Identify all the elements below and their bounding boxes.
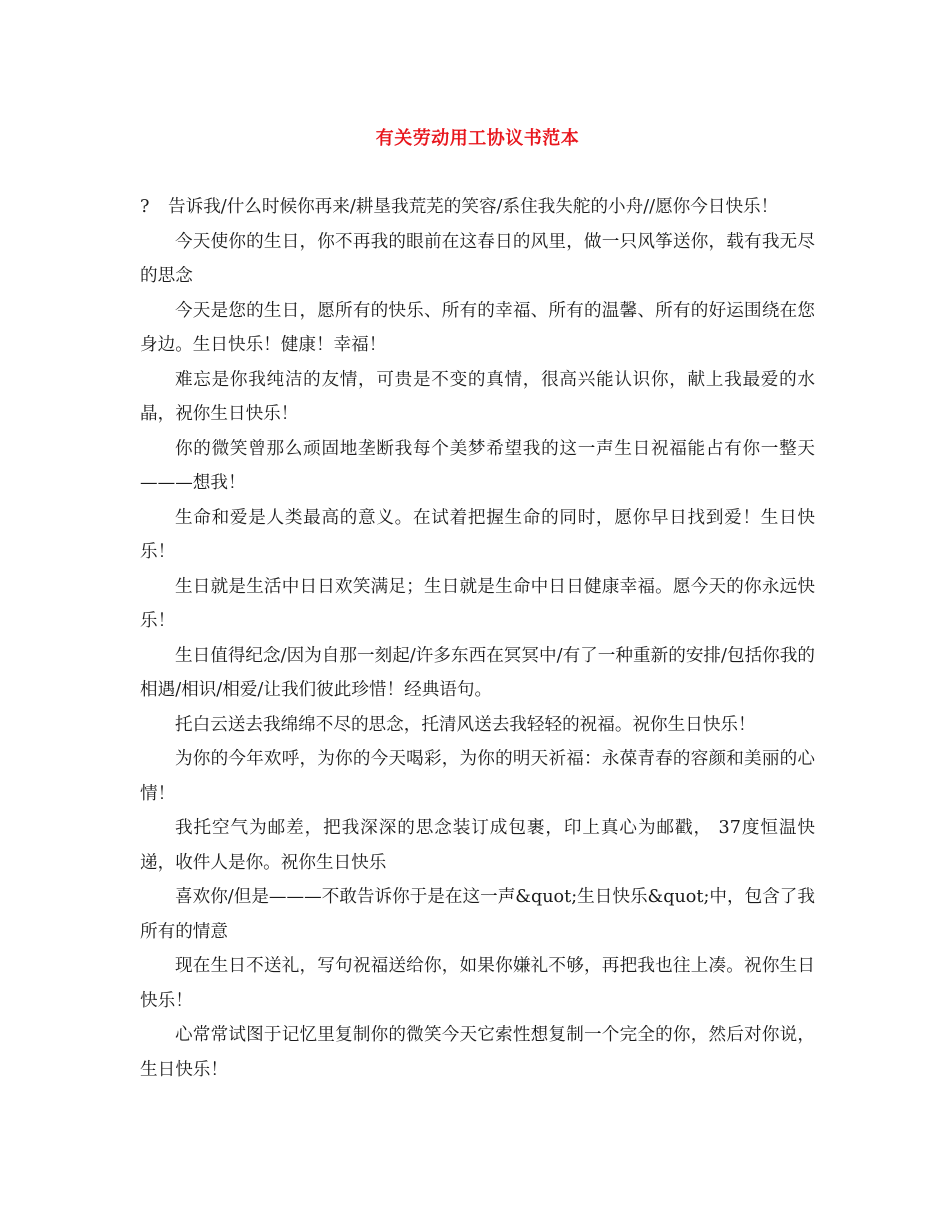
paragraph: 喜欢你/但是———不敢告诉你于是在这一声&quot;生日快乐&quot;中，包含了我所有的情意 (140, 887, 815, 942)
paragraph: 你的微笑曾那么顽固地垄断我每个美梦希望我的这一声生日祝福能占有你一整天———想我！ (140, 438, 815, 493)
paragraph-first (140, 190, 815, 225)
paragraph: 为你的今年欢呼，为你的今天喝彩，为你的明天祈福：永葆青春的容颜和美丽的心情！ (140, 749, 815, 804)
paragraph: 生日值得纪念/因为自那一刻起/许多东西在冥冥中/有了一种重新的安排/包括你我的相遇/相识/相爱/让我们彼此珍惜！经典语句。 (140, 645, 815, 700)
paragraph: 难忘是你我纯洁的友情，可贵是不变的真情，很高兴能认识你，献上我最爱的水晶，祝你生日快乐！ (140, 369, 815, 424)
bullet-marker: ? (140, 197, 150, 217)
paragraph: 现在生日不送礼，写句祝福送给你，如果你嫌礼不够，再把我也往上凑。祝你生日快乐！ (140, 956, 815, 1011)
paragraph: 心常常试图于记忆里复制你的微笑今天它索性想复制一个完全的你，然后对你说，生日快乐！ (140, 1025, 815, 1080)
paragraph: 我托空气为邮差，把我深深的思念装订成包裹，印上真心为邮戳， 37度恒温快递，收件人是你。祝你生日快乐 (140, 818, 815, 873)
paragraph: 今天是您的生日，愿所有的快乐、所有的幸福、所有的温馨、所有的好运围绕在您身边。生日快乐！健康！幸福！ (140, 300, 815, 355)
paragraph: 今天使你的生日，你不再我的眼前在这春日的风里，做一只风筝送你，载有我无尽的思念 (140, 231, 815, 286)
paragraph: 托白云送去我绵绵不尽的思念，托清风送去我轻轻的祝福。祝你生日快乐！ (175, 714, 756, 735)
document-title: 有关劳动用工协议书范本 (375, 128, 580, 149)
document-body (140, 190, 815, 1087)
paragraph-first-text: 告诉我/什么时候你再来/耕垦我荒芜的笑容/系住我失舵的小舟//愿你今日快乐！ (168, 197, 779, 217)
paragraph: 生日就是生活中日日欢笑满足；生日就是生命中日日健康幸福。愿今天的你永远快乐！ (140, 576, 815, 631)
paragraph: 生命和爱是人类最高的意义。在试着把握生命的同时，愿你早日找到爱！生日快乐！ (140, 507, 815, 562)
